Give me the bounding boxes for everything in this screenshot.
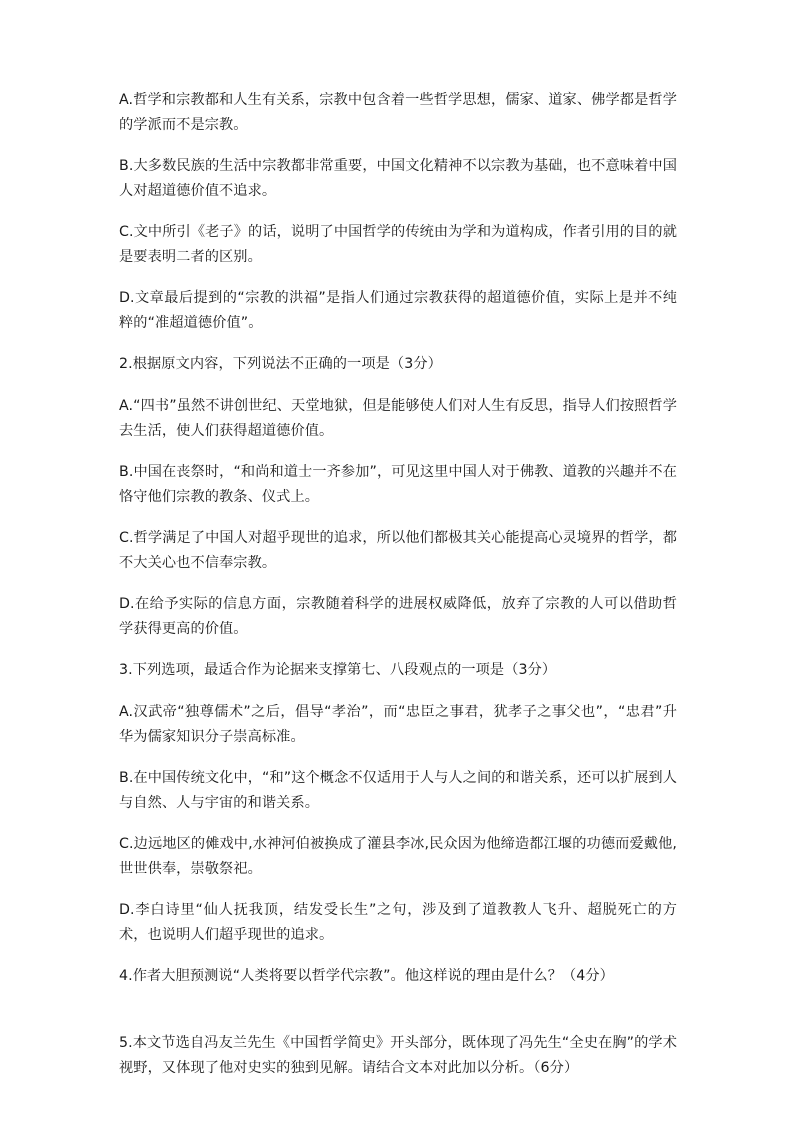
q2-stem: 2.根据原文内容，下列说法不正确的一项是（3分） (119, 356, 442, 372)
q2-option-d: D.在给予实际的信息方面，宗教随着科学的进展权威降低，放弃了宗教的人可以借助哲学获得更高的价值。 (119, 596, 677, 637)
q3-option-a: A.汉武帝“独尊儒术”之后，倡导“孝治”，而“忠臣之事君，犹孝子之事父也”，“忠君”升华为儒家知识分子崇高标准。 (119, 704, 677, 745)
q4-stem: 4.作者大胆预测说“人类将要以哲学代宗教”。他这样说的理由是什么？（4分） (119, 968, 614, 984)
q4-answer-space (119, 1005, 677, 1031)
q2-option-b: B.中国在丧祭时，“和尚和道士一齐参加”，可见这里中国人对于佛教、道教的兴趣并不在恪守他们宗教的教条、仪式上。 (119, 464, 677, 505)
q1-option-a: A.哲学和宗教都和人生有关系，宗教中包含着一些哲学思想，儒家、道家、佛学都是哲学的学派而不是宗教。 (119, 92, 677, 133)
q2-option-c: C.哲学满足了中国人对超乎现世的追求，所以他们都极其关心能提高心灵境界的哲学，都不大关心也不信奉宗教。 (119, 530, 677, 571)
q1-option-b: B.大多数民族的生活中宗教都非常重要，中国文化精神不以宗教为基础，也不意味着中国人对超道德价值不追求。 (119, 158, 677, 199)
q3-option-c: C.边远地区的傩戏中,水神河伯被换成了灌县李冰,民众因为他缔造都江堰的功德而爱戴他,世世供奉，崇敬祭祀。 (119, 836, 677, 877)
q2-option-a: A.“四书”虽然不讲创世纪、天堂地狱，但是能够使人们对人生有反思，指导人们按照哲学去生活，使人们获得超道德价值。 (119, 398, 677, 439)
q3-option-d: D.李白诗里“仙人抚我顶，结发受长生”之句，涉及到了道教教人飞升、超脱死亡的方术，也说明人们超乎现世的追求。 (119, 902, 677, 943)
q3-stem: 3.下列选项，最适合作为论据来支撑第七、八段观点的一项是（3分） (119, 662, 557, 678)
exam-page (119, 88, 677, 1097)
q3-option-b: B.在中国传统文化中，“和”这个概念不仅适用于人与人之间的和谐关系，还可以扩展到人与自然、人与宇宙的和谐关系。 (119, 770, 677, 811)
q1-option-d: D.文章最后提到的“宗教的洪福”是指人们通过宗教获得的超道德价值，实际上是并不纯粹的“准超道德价值”。 (119, 290, 677, 331)
q1-option-c: C.文中所引《老子》的话，说明了中国哲学的传统由为学和为道构成，作者引用的目的就是要表明二者的区别。 (119, 224, 677, 265)
q5-stem: 5.本文节选自冯友兰先生《中国哲学简史》开头部分，既体现了冯先生“全史在胸”的学术视野，又体现了他对史实的独到见解。请结合文本对此加以分析。（6分） (119, 1035, 677, 1076)
